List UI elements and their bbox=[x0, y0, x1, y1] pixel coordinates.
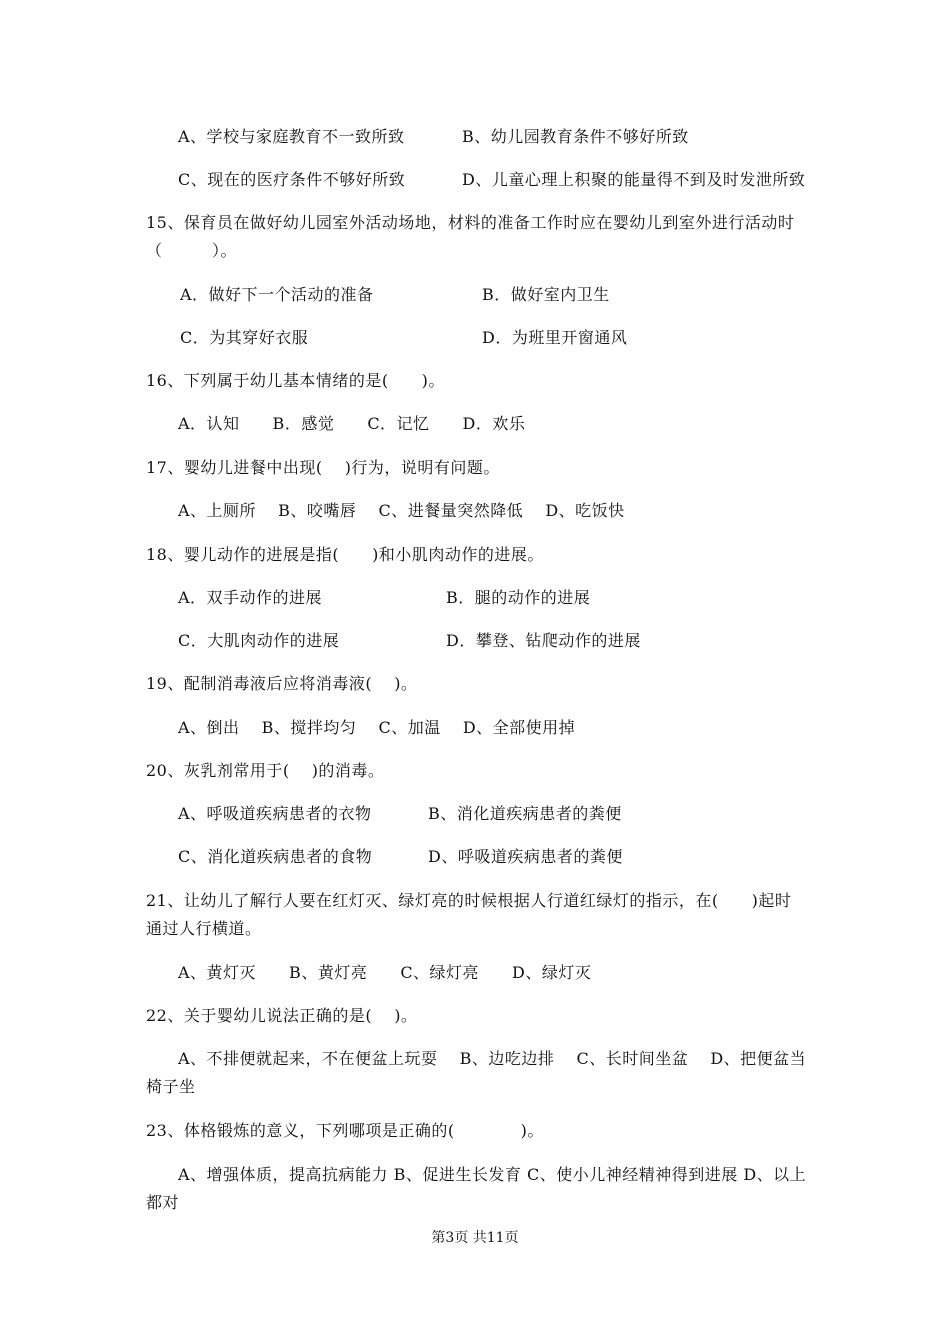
q22-options-line2: 椅子坐 bbox=[146, 1077, 196, 1096]
q17-options: A、上厕所 B、咬嘴唇 C、进餐量突然降低 D、吃饭快 bbox=[178, 501, 625, 520]
q23-stem: 23、体格锻炼的意义，下列哪项是正确的( )。 bbox=[146, 1121, 544, 1140]
q15-option-c: C．为其穿好衣服 bbox=[180, 328, 309, 347]
q20-option-b: B、消化道疾病患者的粪便 bbox=[428, 804, 622, 823]
q18-option-a: A．双手动作的进展 bbox=[178, 588, 323, 607]
q21-stem-line2: 通过人行横道。 bbox=[146, 919, 262, 938]
q14-option-d: D、儿童心理上积聚的能量得不到及时发泄所致 bbox=[462, 170, 806, 189]
q17-stem: 17、婴幼儿进餐中出现( )行为，说明有问题。 bbox=[146, 458, 500, 477]
page-number-footer: 第3页 共11页 bbox=[431, 1230, 519, 1246]
q23-options-line1: A、增强体质，提高抗病能力 B、促进生长发育 C、使小儿神经精神得到进展 D、以上 bbox=[178, 1165, 807, 1184]
q18-option-c: C．大肌肉动作的进展 bbox=[178, 631, 340, 650]
q22-options-line1: A、不排便就起来，不在便盆上玩耍 B、边吃边排 C、长时间坐盆 D、把便盆当 bbox=[178, 1049, 807, 1068]
q18-option-d: D．攀登、钻爬动作的进展 bbox=[446, 631, 641, 650]
q20-option-c: C、消化道疾病患者的食物 bbox=[178, 847, 373, 866]
q18-stem: 18、婴儿动作的进展是指( )和小肌肉动作的进展。 bbox=[146, 545, 544, 564]
q15-option-d: D．为班里开窗通风 bbox=[482, 328, 628, 347]
q14-option-b: B、幼儿园教育条件不够好所致 bbox=[462, 127, 689, 146]
q19-stem: 19、配制消毒液后应将消毒液( )。 bbox=[146, 674, 418, 693]
q21-options: A、黄灯灭 B、黄灯亮 C、绿灯亮 D、绿灯灭 bbox=[178, 963, 592, 982]
q23-options-line2: 都对 bbox=[146, 1193, 180, 1212]
q21-stem-line1: 21、让幼儿了解行人要在红灯灭、绿灯亮的时候根据人行道红绿灯的指示，在( )起时 bbox=[146, 891, 792, 910]
q19-options: A、倒出 B、搅拌均匀 C、加温 D、全部使用掉 bbox=[178, 718, 576, 737]
q20-stem: 20、灰乳剂常用于( )的消毒。 bbox=[146, 761, 385, 780]
q15-stem-line2: （ ）。 bbox=[146, 241, 238, 260]
q15-option-b: B．做好室内卫生 bbox=[482, 285, 610, 304]
q20-option-d: D、呼吸道疾病患者的粪便 bbox=[428, 847, 623, 866]
q14-option-c: C、现在的医疗条件不够好所致 bbox=[178, 170, 406, 189]
q15-option-a: A．做好下一个活动的准备 bbox=[180, 285, 374, 304]
q18-option-b: B．腿的动作的进展 bbox=[446, 588, 591, 607]
q16-stem: 16、下列属于幼儿基本情绪的是( )。 bbox=[146, 371, 445, 390]
q22-stem: 22、关于婴幼儿说法正确的是( )。 bbox=[146, 1006, 418, 1025]
q14-option-a: A、学校与家庭教育不一致所致 bbox=[178, 127, 405, 146]
q15-stem-line1: 15、保育员在做好幼儿园室外活动场地，材料的准备工作时应在婴幼儿到室外进行活动时 bbox=[146, 213, 795, 232]
q16-options: A．认知 B．感觉 C．记忆 D．欢乐 bbox=[178, 414, 526, 433]
q20-option-a: A、呼吸道疾病患者的衣物 bbox=[178, 804, 372, 823]
